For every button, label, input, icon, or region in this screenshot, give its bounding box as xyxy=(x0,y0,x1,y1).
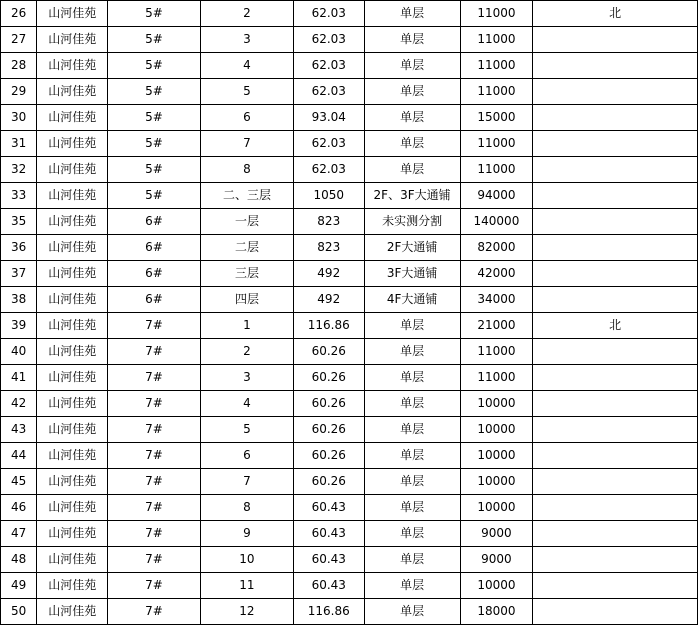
layout-cell: 单层 xyxy=(364,469,460,495)
area-cell: 492 xyxy=(293,287,364,313)
remark-cell xyxy=(533,417,698,443)
project-name-cell: 山河佳苑 xyxy=(37,573,108,599)
table-row xyxy=(1,391,698,417)
remark-cell xyxy=(533,235,698,261)
table-row xyxy=(1,261,698,287)
unit-cell: 8 xyxy=(200,495,293,521)
table-row xyxy=(1,209,698,235)
remark-cell xyxy=(533,261,698,287)
row-number-cell: 39 xyxy=(1,313,37,339)
unit-cell: 11 xyxy=(200,573,293,599)
area-cell: 60.43 xyxy=(293,495,364,521)
row-number-cell: 30 xyxy=(1,105,37,131)
building-cell: 7# xyxy=(108,495,201,521)
project-name-cell: 山河佳苑 xyxy=(37,287,108,313)
layout-cell: 单层 xyxy=(364,521,460,547)
project-name-cell: 山河佳苑 xyxy=(37,547,108,573)
building-cell: 7# xyxy=(108,443,201,469)
building-cell: 5# xyxy=(108,1,201,27)
layout-cell: 单层 xyxy=(364,313,460,339)
unit-cell: 1 xyxy=(200,313,293,339)
table-row xyxy=(1,443,698,469)
project-name-cell: 山河佳苑 xyxy=(37,53,108,79)
area-cell: 62.03 xyxy=(293,157,364,183)
row-number-cell: 49 xyxy=(1,573,37,599)
building-cell: 5# xyxy=(108,105,201,131)
layout-cell: 单层 xyxy=(364,573,460,599)
layout-cell: 单层 xyxy=(364,79,460,105)
remark-cell xyxy=(533,79,698,105)
area-cell: 60.26 xyxy=(293,469,364,495)
remark-cell xyxy=(533,547,698,573)
price-cell: 11000 xyxy=(460,339,533,365)
unit-cell: 3 xyxy=(200,365,293,391)
row-number-cell: 44 xyxy=(1,443,37,469)
layout-cell: 2F大通铺 xyxy=(364,235,460,261)
building-cell: 5# xyxy=(108,131,201,157)
unit-cell: 6 xyxy=(200,105,293,131)
building-cell: 7# xyxy=(108,521,201,547)
table-row xyxy=(1,235,698,261)
project-name-cell: 山河佳苑 xyxy=(37,1,108,27)
table-row xyxy=(1,599,698,625)
unit-cell: 三层 xyxy=(200,261,293,287)
table-row xyxy=(1,365,698,391)
table-row xyxy=(1,469,698,495)
layout-cell: 单层 xyxy=(364,1,460,27)
table-row xyxy=(1,417,698,443)
layout-cell: 单层 xyxy=(364,365,460,391)
unit-cell: 10 xyxy=(200,547,293,573)
project-name-cell: 山河佳苑 xyxy=(37,469,108,495)
project-name-cell: 山河佳苑 xyxy=(37,131,108,157)
project-name-cell: 山河佳苑 xyxy=(37,391,108,417)
table-row xyxy=(1,157,698,183)
building-cell: 7# xyxy=(108,573,201,599)
building-cell: 7# xyxy=(108,417,201,443)
row-number-cell: 28 xyxy=(1,53,37,79)
project-name-cell: 山河佳苑 xyxy=(37,495,108,521)
remark-cell xyxy=(533,53,698,79)
row-number-cell: 31 xyxy=(1,131,37,157)
row-number-cell: 38 xyxy=(1,287,37,313)
building-cell: 5# xyxy=(108,53,201,79)
unit-cell: 7 xyxy=(200,469,293,495)
project-name-cell: 山河佳苑 xyxy=(37,105,108,131)
unit-cell: 二、三层 xyxy=(200,183,293,209)
building-cell: 7# xyxy=(108,547,201,573)
price-cell: 21000 xyxy=(460,313,533,339)
row-number-cell: 36 xyxy=(1,235,37,261)
layout-cell: 未实测分割 xyxy=(364,209,460,235)
area-cell: 1050 xyxy=(293,183,364,209)
price-cell: 11000 xyxy=(460,1,533,27)
remark-cell xyxy=(533,391,698,417)
price-cell: 10000 xyxy=(460,443,533,469)
row-number-cell: 43 xyxy=(1,417,37,443)
unit-cell: 5 xyxy=(200,417,293,443)
project-name-cell: 山河佳苑 xyxy=(37,261,108,287)
table-row xyxy=(1,105,698,131)
area-cell: 62.03 xyxy=(293,53,364,79)
table-row xyxy=(1,547,698,573)
remark-cell xyxy=(533,521,698,547)
project-name-cell: 山河佳苑 xyxy=(37,209,108,235)
row-number-cell: 47 xyxy=(1,521,37,547)
building-cell: 6# xyxy=(108,235,201,261)
remark-cell xyxy=(533,573,698,599)
remark-cell xyxy=(533,365,698,391)
table-row xyxy=(1,1,698,27)
row-number-cell: 27 xyxy=(1,27,37,53)
unit-cell: 7 xyxy=(200,131,293,157)
remark-cell xyxy=(533,105,698,131)
price-cell: 11000 xyxy=(460,131,533,157)
project-name-cell: 山河佳苑 xyxy=(37,443,108,469)
remark-cell xyxy=(533,495,698,521)
unit-cell: 2 xyxy=(200,1,293,27)
building-cell: 6# xyxy=(108,261,201,287)
project-name-cell: 山河佳苑 xyxy=(37,417,108,443)
area-cell: 60.26 xyxy=(293,391,364,417)
area-cell: 62.03 xyxy=(293,1,364,27)
area-cell: 60.26 xyxy=(293,365,364,391)
unit-cell: 12 xyxy=(200,599,293,625)
area-cell: 62.03 xyxy=(293,131,364,157)
layout-cell: 单层 xyxy=(364,443,460,469)
price-cell: 10000 xyxy=(460,391,533,417)
price-cell: 9000 xyxy=(460,521,533,547)
table-row xyxy=(1,131,698,157)
building-cell: 5# xyxy=(108,79,201,105)
project-name-cell: 山河佳苑 xyxy=(37,235,108,261)
unit-cell: 3 xyxy=(200,27,293,53)
area-cell: 116.86 xyxy=(293,599,364,625)
area-cell: 60.43 xyxy=(293,573,364,599)
row-number-cell: 32 xyxy=(1,157,37,183)
row-number-cell: 50 xyxy=(1,599,37,625)
project-name-cell: 山河佳苑 xyxy=(37,339,108,365)
layout-cell: 2F、3F大通铺 xyxy=(364,183,460,209)
row-number-cell: 40 xyxy=(1,339,37,365)
layout-cell: 单层 xyxy=(364,131,460,157)
price-cell: 11000 xyxy=(460,53,533,79)
price-cell: 42000 xyxy=(460,261,533,287)
building-cell: 7# xyxy=(108,599,201,625)
area-cell: 60.43 xyxy=(293,521,364,547)
project-name-cell: 山河佳苑 xyxy=(37,183,108,209)
building-cell: 5# xyxy=(108,27,201,53)
row-number-cell: 42 xyxy=(1,391,37,417)
price-cell: 18000 xyxy=(460,599,533,625)
remark-cell: 北 xyxy=(533,1,698,27)
unit-cell: 二层 xyxy=(200,235,293,261)
layout-cell: 单层 xyxy=(364,391,460,417)
layout-cell: 单层 xyxy=(364,53,460,79)
building-cell: 7# xyxy=(108,391,201,417)
area-cell: 60.26 xyxy=(293,417,364,443)
layout-cell: 单层 xyxy=(364,27,460,53)
table-row xyxy=(1,339,698,365)
remark-cell xyxy=(533,27,698,53)
project-name-cell: 山河佳苑 xyxy=(37,157,108,183)
price-cell: 10000 xyxy=(460,469,533,495)
project-name-cell: 山河佳苑 xyxy=(37,79,108,105)
project-name-cell: 山河佳苑 xyxy=(37,27,108,53)
project-name-cell: 山河佳苑 xyxy=(37,521,108,547)
building-cell: 5# xyxy=(108,157,201,183)
table-row xyxy=(1,313,698,339)
row-number-cell: 48 xyxy=(1,547,37,573)
remark-cell xyxy=(533,131,698,157)
row-number-cell: 29 xyxy=(1,79,37,105)
remark-cell xyxy=(533,339,698,365)
unit-cell: 4 xyxy=(200,53,293,79)
area-cell: 492 xyxy=(293,261,364,287)
row-number-cell: 33 xyxy=(1,183,37,209)
price-cell: 10000 xyxy=(460,573,533,599)
remark-cell xyxy=(533,157,698,183)
layout-cell: 单层 xyxy=(364,157,460,183)
remark-cell: 北 xyxy=(533,313,698,339)
unit-cell: 4 xyxy=(200,391,293,417)
table-row xyxy=(1,287,698,313)
price-cell: 82000 xyxy=(460,235,533,261)
building-cell: 7# xyxy=(108,365,201,391)
price-cell: 10000 xyxy=(460,417,533,443)
table-row xyxy=(1,521,698,547)
area-cell: 60.43 xyxy=(293,547,364,573)
remark-cell xyxy=(533,183,698,209)
price-cell: 10000 xyxy=(460,495,533,521)
layout-cell: 单层 xyxy=(364,105,460,131)
remark-cell xyxy=(533,287,698,313)
area-cell: 60.26 xyxy=(293,339,364,365)
price-cell: 15000 xyxy=(460,105,533,131)
unit-cell: 2 xyxy=(200,339,293,365)
layout-cell: 3F大通铺 xyxy=(364,261,460,287)
layout-cell: 4F大通铺 xyxy=(364,287,460,313)
project-name-cell: 山河佳苑 xyxy=(37,313,108,339)
building-cell: 7# xyxy=(108,313,201,339)
row-number-cell: 41 xyxy=(1,365,37,391)
unit-cell: 5 xyxy=(200,79,293,105)
area-cell: 93.04 xyxy=(293,105,364,131)
unit-cell: 9 xyxy=(200,521,293,547)
unit-cell: 8 xyxy=(200,157,293,183)
project-name-cell: 山河佳苑 xyxy=(37,365,108,391)
price-cell: 140000 xyxy=(460,209,533,235)
remark-cell xyxy=(533,469,698,495)
area-cell: 62.03 xyxy=(293,79,364,105)
price-cell: 34000 xyxy=(460,287,533,313)
table-row xyxy=(1,183,698,209)
table-row xyxy=(1,27,698,53)
building-cell: 6# xyxy=(108,287,201,313)
row-number-cell: 35 xyxy=(1,209,37,235)
building-cell: 7# xyxy=(108,339,201,365)
project-name-cell: 山河佳苑 xyxy=(37,599,108,625)
table-row xyxy=(1,495,698,521)
row-number-cell: 46 xyxy=(1,495,37,521)
row-number-cell: 45 xyxy=(1,469,37,495)
remark-cell xyxy=(533,209,698,235)
price-cell: 11000 xyxy=(460,79,533,105)
price-cell: 9000 xyxy=(460,547,533,573)
remark-cell xyxy=(533,599,698,625)
area-cell: 823 xyxy=(293,209,364,235)
layout-cell: 单层 xyxy=(364,599,460,625)
table-body xyxy=(1,1,698,625)
area-cell: 62.03 xyxy=(293,27,364,53)
area-cell: 823 xyxy=(293,235,364,261)
area-cell: 116.86 xyxy=(293,313,364,339)
table-row xyxy=(1,53,698,79)
layout-cell: 单层 xyxy=(364,495,460,521)
unit-cell: 6 xyxy=(200,443,293,469)
table-row xyxy=(1,79,698,105)
price-cell: 94000 xyxy=(460,183,533,209)
remark-cell xyxy=(533,443,698,469)
building-cell: 7# xyxy=(108,469,201,495)
row-number-cell: 37 xyxy=(1,261,37,287)
unit-cell: 四层 xyxy=(200,287,293,313)
price-cell: 11000 xyxy=(460,157,533,183)
layout-cell: 单层 xyxy=(364,547,460,573)
row-number-cell: 26 xyxy=(1,1,37,27)
price-cell: 11000 xyxy=(460,27,533,53)
price-cell: 11000 xyxy=(460,365,533,391)
building-cell: 5# xyxy=(108,183,201,209)
area-cell: 60.26 xyxy=(293,443,364,469)
building-cell: 6# xyxy=(108,209,201,235)
layout-cell: 单层 xyxy=(364,339,460,365)
unit-cell: 一层 xyxy=(200,209,293,235)
table-row xyxy=(1,573,698,599)
layout-cell: 单层 xyxy=(364,417,460,443)
